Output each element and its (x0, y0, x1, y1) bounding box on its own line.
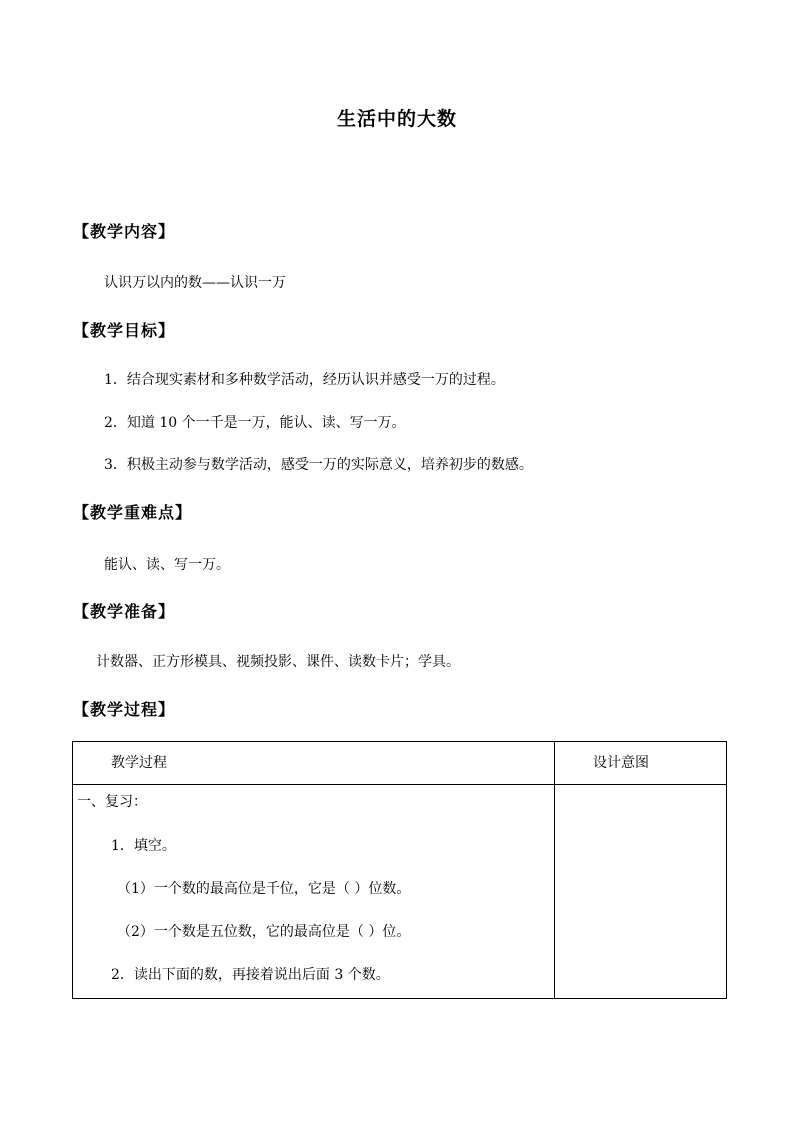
goal-item-3: 3．积极主动参与数学活动，感受一万的实际意义，培养初步的数感。 (104, 457, 533, 473)
preparation-text: 计数器、正方形模具、视频投影、课件、读数卡片；学具。 (96, 654, 460, 670)
table-line-question-1: （1）一个数的最高位是千位，它是（ ）位数。 (117, 881, 411, 897)
table-header-row (73, 742, 727, 785)
key-points-text: 能认、读、写一万。 (104, 557, 230, 573)
section-heading-goals: 【教学目标】 (73, 321, 176, 340)
section-heading-key-points: 【教学重难点】 (73, 503, 193, 522)
section-heading-content: 【教学内容】 (73, 222, 176, 241)
table-line-question-2: （2）一个数是五位数，它的最高位是（ ）位。 (117, 924, 411, 940)
section-heading-preparation: 【教学准备】 (73, 602, 176, 621)
design-intent-cell (555, 785, 727, 999)
goal-item-2: 2．知道 10 个一千是一万，能认、读、写一万。 (104, 415, 406, 431)
header-label-intent: 设计意图 (593, 755, 649, 771)
section-heading-process: 【教学过程】 (73, 700, 176, 719)
table-line-read-numbers: 2．读出下面的数，再接着说出后面 3 个数。 (111, 967, 390, 983)
goal-item-1: 1．结合现实素材和多种数学活动，经历认识并感受一万的过程。 (104, 372, 505, 388)
header-cell-process (73, 742, 555, 785)
table-row (73, 785, 727, 999)
table-line-fill-blank: 1．填空。 (111, 838, 176, 854)
header-cell-intent (555, 742, 727, 785)
process-table (72, 741, 727, 999)
page-title: 生活中的大数 (336, 108, 457, 130)
table-line-review: 一、复习： (77, 794, 147, 810)
content-text: 认识万以内的数——认识一万 (104, 275, 286, 291)
process-content-cell (73, 785, 555, 999)
header-label-process: 教学过程 (111, 755, 167, 771)
